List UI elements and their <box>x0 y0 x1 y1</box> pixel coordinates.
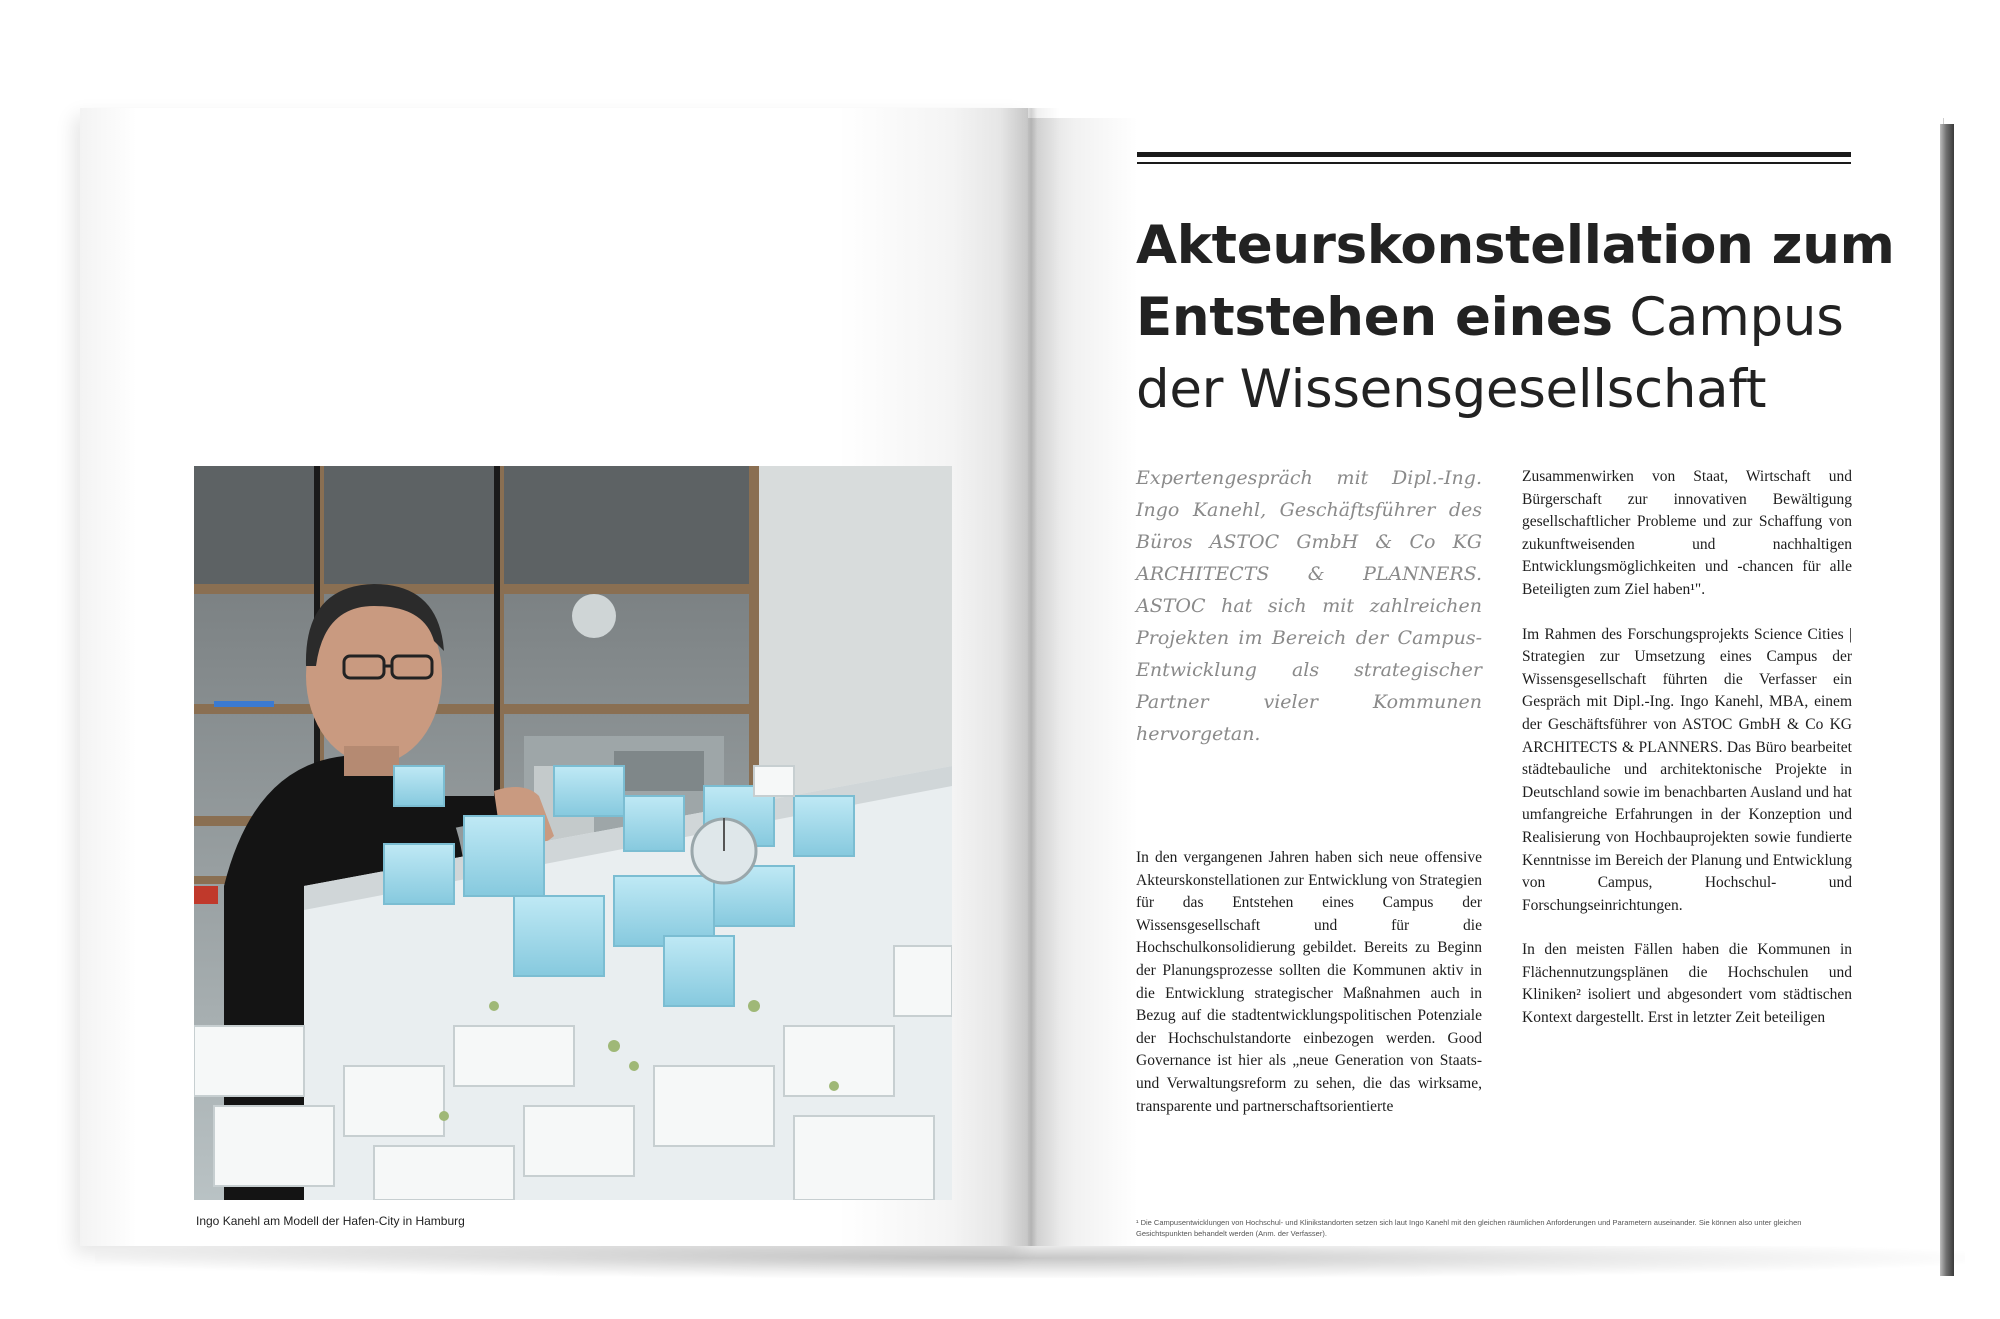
body-column-left <box>1136 847 1482 1140</box>
headline-line-2-bold: Entstehen eines <box>1136 287 1613 348</box>
article-photo <box>194 466 952 1200</box>
intro-text: Expertengespräch mit Dipl.-Ing. Ingo Kanehl, Geschäftsführer des Büros ASTOC GmbH & Co KG ARCHITECTS & PLANNERS. ASTOC hat sich mit zahlreichen Projekten im Bereich der Campus-Entwicklung als strategischer Partner vieler Kommunen hervorgetan. <box>1136 467 1482 745</box>
body-paragraph: In den meisten Fällen haben die Kommunen in Flächennutzungsplänen die Hochschulen und Kliniken² isoliert und abgesondert vom städtischen Kontext dargestellt. Erst in letzter Zeit beteiligen <box>1522 941 1852 1027</box>
header-rule-thick <box>1137 152 1851 157</box>
page-edge <box>1940 124 1954 1276</box>
headline-line-2-light: Campus <box>1612 287 1844 348</box>
book-spine <box>1000 108 1060 1246</box>
body-paragraph: In den vergangenen Jahren haben sich neue offensive Akteurskonstellationen zur Entwicklung von Strategien für das Entstehen eines Campus der Wissensgesellschaft und für die Hochschulkonsolidierung gebildet. Bereits zu Beginn der Planungsprozesse sollten die Kommunen aktiv in die Entwicklung strategischer Maßnahmen auch in Bezug auf die stadtentwicklungspolitischen Potenziale der Hochschulstandorte einbezogen werden. Good Governance ist hier als „neue Generation von Staats- und Verwaltungsreform zu sehen, die das wirksame, transparente und partnerschaftsorientierte <box>1136 849 1482 1115</box>
footnote: ¹ Die Campusentwicklungen von Hochschul- und Klinikstandorten setzen sich laut Ingo Kanehl mit den gleichen räumlichen Anforderungen und Parametern auseinander. Sie können also unter gleichen Gesichtspunkten behandelt werden (Anm. der Verfasser). <box>1136 1218 1802 1238</box>
article-headline <box>1136 210 1895 426</box>
article-intro <box>1136 462 1482 750</box>
headline-line-1: Akteurskonstellation zum <box>1136 215 1895 276</box>
body-column-right <box>1522 466 1852 1052</box>
photo-illustration <box>194 466 952 1200</box>
headline-line-3: der Wissensgesellschaft <box>1136 359 1767 420</box>
photo-caption: Ingo Kanehl am Modell der Hafen-City in Hamburg <box>196 1214 465 1228</box>
body-paragraph: Im Rahmen des Forschungsprojekts Science Cities | Strategien zur Umsetzung eines Campus der Wissensgesellschaft führten die Verfasser ein Gespräch mit Dipl.-Ing. Ingo Kanehl, MBA, einem der Geschäftsführer von ASTOC GmbH & Co KG ARCHITECTS & PLANNERS. Das Büro bearbeitet städtebauliche und architektonische Projekte in Deutschland sowie im benachbarten Ausland und hat umfangreiche Erfahrungen in der Konzeption und Realisierung von Hochbauprojekten sowie fundierte Kenntnisse im Bereich der Planung und Entwicklung von Campus, Hochschul- und Forschungseinrichtungen. <box>1522 625 1852 914</box>
header-rule-thin <box>1137 162 1851 164</box>
body-paragraph: Zusammenwirken von Staat, Wirtschaft und Bürgerschaft zur innovativen Bewältigung gesellschaftlicher Probleme und zur Schaffung von zukunftweisenden und nachhaltigen Entwicklungsmöglichkeiten und -chancen für alle Beteiligten zum Ziel haben¹". <box>1522 468 1852 598</box>
